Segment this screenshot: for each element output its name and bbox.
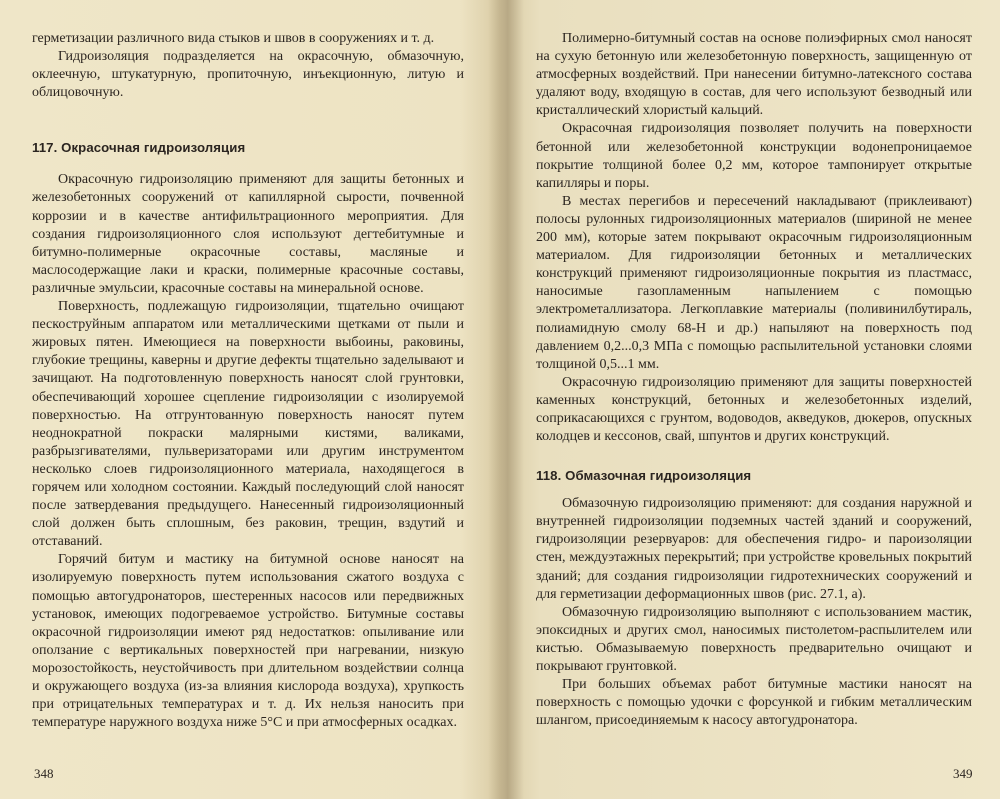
book-gutter [488,0,524,799]
section-heading-118: 118. Обмазочная гидроизоляция [536,468,752,484]
paragraph: Поверхность, подлежащую гидроизоляции, тщательно очищают пескоструйным аппаратом или металлическими щетками от пыли и жировых пятен. Имеющиеся на поверхности выбоины, раковины, глубокие трещины, каверны и другие дефекты тщательно заделывают и зачищают. На подготовленную поверхность наносят слой грунтовки, обеспечивающий хорошее сцепление гидроизоляции с изолируемой поверхностью. На отгрунтованную поверхность наносят путем неоднократной покраски малярными кистями, валиками, разбрызгивателями, пульверизаторами или другим инструментом несколько слоев гидроизоляционного материала, находящегося в горячем или холодном состоянии. Каждый последующий слой наносят после затвердевания предыдущего. Нанесенный гидроизоляционный слой должен быть сплошным, без раковин, трещин, вздутий и отставаний. [32,299,464,550]
paragraph: В местах перегибов и пересечений накладывают (приклеивают) полосы рулонных гидроизоляционных материалов (шириной не менее 200 мм), которые затем покрывают окрасочным гидроизоляционным материалом. Для гидроизоляции бетонных и металлических конструкций применяют гидроизоляционные покрытия из пластмасс, наносимые газопламенным напылением с помощью электрометаллизатора. Легкоплавкие материалы (поливинилбутираль, полиамидную смолу 68-Н и др.) напыляют на поверхность под давлением 0,2...0,3 МПа с помощью распылительной установки слоями толщиной 0,5...1 мм. [536,193,972,372]
left-page [32,30,464,732]
right-page [536,30,972,730]
paragraph-continued: герметизации различного вида стыков и швов в сооружениях и т. д. [32,31,435,46]
paragraph: Обмазочную гидроизоляцию выполняют с использованием мастик, эпоксидных и других смол, наносимых пистолетом-распылителем или кистью. Обмазываемую поверхность предварительно очищают и покрывают грунтовкой. [536,604,972,674]
paragraph: Окрасочную гидроизоляцию применяют для защиты поверхностей каменных конструкций, бетонных и железобетонных изделий, соприкасающихся с грунтом, водоводов, акведуков, дюкеров, опускных колодцев и кессонов, свай, шпунтов и других конструкций. [536,374,972,445]
paragraph: При больших объемах работ битумные мастики наносят на поверхность с помощью удочки с форсункой и гибким металлическим шлангом, присоединяемым к насосу автогудронатора. [536,677,972,729]
paragraph: Окрасочную гидроизоляцию применяют для защиты бетонных и железобетонных сооружений от капиллярной сырости, почвенной коррозии и в качестве антифильтрационного мероприятия. Для создания гидроизоляционного слоя используют дегтебитумные и битумно-полимерные окрасочные составы, масляные и маслосодержащие лаки и краски, полимерные красочные составы, различные эмульсии, красочные составы на минеральной основе. [32,172,464,296]
paragraph: Горячий битум и мастику на битумной основе наносят на изолируемую поверхность путем использования сжатого воздуха с помощью автогудронаторов, шестеренных насосов или передвижных установок, имеющих подогреваемое устройство. Битумные составы окрасочной гидроизоляции имеют ряд недостатков: опыливание или оползание с вертикальных поверхностей при нагревании, низкую морозостойкость, неустойчивость при длительном воздействии солнца и окружающего воздуха (из-за влияния кислорода воздуха), хрупкость при отрицательных температурах и т. д. Их нельзя наносить при температуре наружного воздуха ниже 5°С и при атмосферных осадках. [32,552,464,731]
page-number-left: 348 [34,766,54,781]
section-heading-117: 117. Окрасочная гидроизоляция [32,140,246,156]
paragraph: Окрасочная гидроизоляция позволяет получить на поверхности бетонной или железобетонной конструкции водонепроницаемое покрытие толщиной более 0,2 мм, которое тампонирует открытые капилляры и поры. [536,121,972,191]
paragraph: Полимерно-битумный состав на основе полиэфирных смол наносят на сухую бетонную или железобетонную поверхность, защищенную от атмосферных воздействий. При нанесении битумно-латексного состава удаляют воду, входящую в состав, для чего используют безводный или кристаллический хлористый кальций. [536,31,972,119]
paragraph-types: Гидроизоляция подразделяется на окрасочную, обмазочную, оклеечную, штукатурную, пропиточную, инъекционную, литую и облицовочную. [32,49,464,101]
paragraph: Обмазочную гидроизоляцию применяют: для создания наружной и внутренней гидроизоляции подземных частей зданий и сооружений, гидроизоляции резервуаров: для обеспечения гидро- и пароизоляции стен, междуэтажных перекрытий; при устройстве кровельных покрытий зданий; для создания гидроизоляции гидротехнических сооружений и для герметизации деформационных швов (рис. 27.1, а). [536,496,972,602]
page-number-right: 349 [953,766,973,781]
